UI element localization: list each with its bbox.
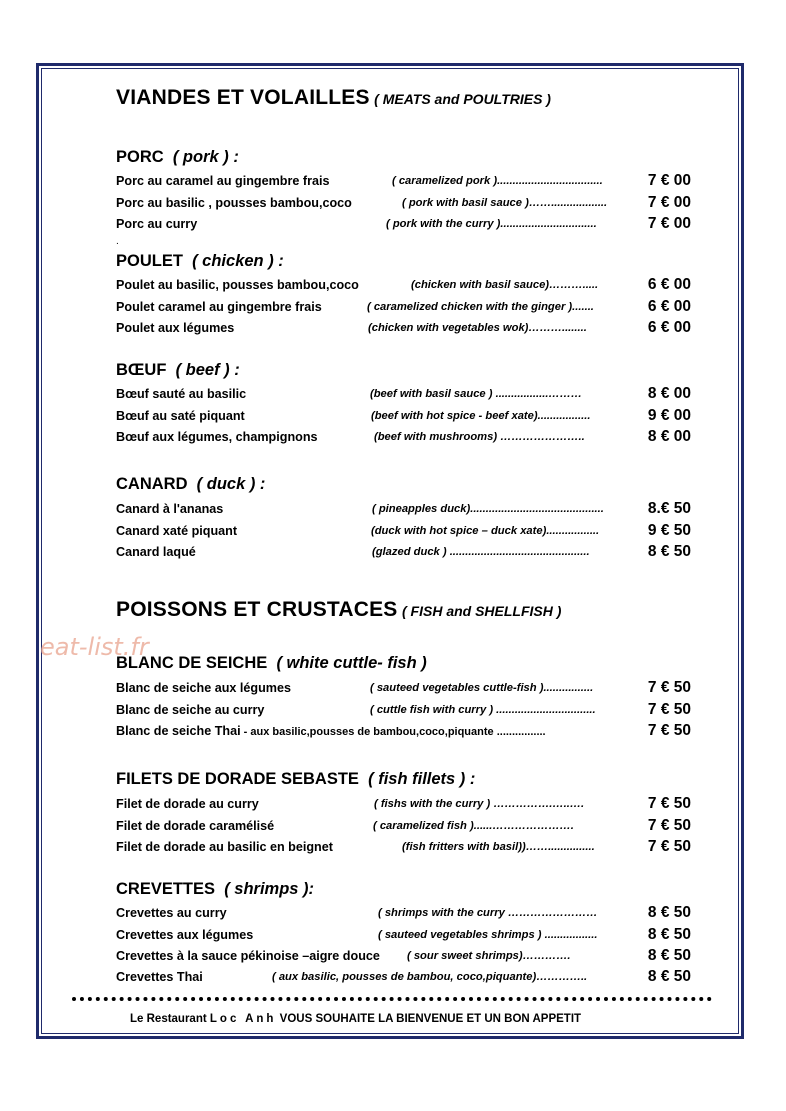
translation-text: ( sauteed vegetables cuttle-fish ) <box>370 682 544 694</box>
dish-name <box>116 928 253 942</box>
section-subtitle: ( duck ) : <box>196 475 266 493</box>
translation-text: ( cuttle fish with curry ) <box>370 704 494 716</box>
dish-name-main: Blanc de seiche Thai <box>116 724 241 738</box>
dish-price: 7 € 50 <box>647 838 691 855</box>
leader-dots: .................................. <box>497 175 603 187</box>
dish-translation <box>372 503 604 515</box>
leader-dots: ......…………………. <box>473 820 574 832</box>
dish-name-detail: - aux basilic,pousses de bambou,coco,piquante <box>240 726 494 738</box>
translation-text: (fish fritters with basil)) <box>402 841 526 853</box>
heading-subtitle: ( FISH and SHELLFISH ) <box>401 603 562 619</box>
menu-item <box>116 795 691 815</box>
dish-translation <box>402 841 595 853</box>
menu-item <box>116 838 691 858</box>
dish-name <box>116 906 227 920</box>
dish-price: 8 € 00 <box>647 428 691 445</box>
dish-translation <box>371 410 590 422</box>
dish-translation <box>386 218 597 230</box>
leader-dots: ………..... <box>549 279 599 291</box>
dish-translation <box>378 907 597 919</box>
section-title: CREVETTES <box>116 880 216 898</box>
translation-text: (beef with basil sauce ) <box>370 388 493 400</box>
dish-translation <box>392 175 603 187</box>
menu-item <box>116 172 691 192</box>
leader-dots: ........................................... <box>470 503 604 515</box>
dish-name-main: Blanc de seiche aux légumes <box>116 681 291 695</box>
section-title: CANARD <box>116 475 188 493</box>
stray-dot: . <box>116 236 119 247</box>
dish-name-main: Blanc de seiche au curry <box>116 703 265 717</box>
dish-name <box>116 797 259 811</box>
section-subtitle: ( beef ) : <box>175 361 240 379</box>
dish-name-main: Bœuf aux légumes, champignons <box>116 430 318 444</box>
dish-price: 9 € 50 <box>647 522 691 539</box>
leader-dots: ………….. <box>536 971 588 983</box>
dish-name <box>116 217 197 231</box>
dish-name-main: Crevettes au curry <box>116 906 227 920</box>
leader-dots: …………….…..…. <box>490 798 585 810</box>
translation-text: ( fishs with the curry ) <box>374 798 491 810</box>
section-header-seiche <box>116 654 427 673</box>
dish-name <box>116 970 203 984</box>
dish-translation <box>374 798 584 810</box>
dish-name-main: Canard laqué <box>116 545 196 559</box>
dish-name <box>116 681 291 695</box>
dish-price: 8.€ 50 <box>647 500 691 517</box>
dish-name-main: Filet de dorade au curry <box>116 797 259 811</box>
dish-name-main: Poulet au basilic, pousses bambou,coco <box>116 278 359 292</box>
footer-message <box>130 1013 581 1025</box>
menu-item <box>116 407 691 427</box>
dish-name <box>116 545 196 559</box>
section-header-crevettes <box>116 880 314 899</box>
dish-translation <box>371 525 599 537</box>
dish-name-main: Filet de dorade caramélisé <box>116 819 275 833</box>
section-subtitle: ( fish fillets ) : <box>368 770 476 788</box>
dish-price: 7 € 50 <box>647 701 691 718</box>
footer-prefix: Le Restaurant <box>130 1013 207 1025</box>
section-heading-meats <box>116 86 551 110</box>
dish-name <box>116 387 246 401</box>
leader-dots: ............................................. <box>446 546 590 558</box>
translation-text: ( caramelized chicken with the ginger ) <box>367 301 573 313</box>
dish-name <box>116 724 546 738</box>
translation-text: (chicken with vegetables wok) <box>368 322 529 334</box>
dish-name <box>116 502 223 516</box>
dish-name-detail: , pousses bambou,coco <box>204 196 352 210</box>
translation-text: (duck with hot spice – duck xate) <box>371 525 547 537</box>
watermark: eat-list.fr <box>40 633 149 661</box>
section-header-boeuf <box>116 361 240 380</box>
leader-dots: ................. <box>541 929 598 941</box>
dish-name-main: Canard xaté piquant <box>116 524 238 538</box>
translation-text: ( caramelized fish ) <box>373 820 474 832</box>
leader-dots: .................……… <box>492 388 582 400</box>
dish-translation <box>373 820 574 832</box>
dish-translation <box>370 388 582 400</box>
dish-name <box>116 703 264 717</box>
leader-dots: ……............... <box>525 841 595 853</box>
dish-name <box>116 840 333 854</box>
menu-item <box>116 679 691 699</box>
section-header-porc <box>116 148 239 167</box>
dish-name-detail: au gingembre frais <box>205 300 322 314</box>
leader-dots: ....... <box>572 301 594 313</box>
translation-text: ( sour sweet shrimps) <box>407 950 523 962</box>
dish-name <box>116 819 274 833</box>
heading-subtitle: ( MEATS and POULTRIES ) <box>374 91 551 107</box>
leader-dots: ………………….. <box>497 431 585 443</box>
dish-price: 6 € 00 <box>647 276 691 293</box>
dish-price: 7 € 50 <box>647 795 691 812</box>
dish-name <box>116 300 322 314</box>
menu-item <box>116 319 691 339</box>
dish-name <box>116 949 380 963</box>
dish-price: 7 € 00 <box>647 194 691 211</box>
dish-name-main: Crevettes Thai <box>116 970 203 984</box>
dish-price: 7 € 50 <box>647 679 691 696</box>
dish-price: 7 € 50 <box>647 722 691 739</box>
leader-dots: ............................... <box>500 218 597 230</box>
dish-translation <box>402 197 607 209</box>
menu-item <box>116 722 691 742</box>
dish-name <box>116 196 352 210</box>
dish-name-main: Poulet aux légumes <box>116 321 235 335</box>
leader-dots: ................. <box>546 525 600 537</box>
dish-name-main: Porc au curry <box>116 217 198 231</box>
footer-welcome: VOUS SOUHAITE LA BIENVENUE ET UN BON APPETIT <box>279 1013 582 1025</box>
translation-text: ( aux basilic, pousses de bambou, coco,piquante) <box>272 971 537 983</box>
dish-translation <box>370 682 593 694</box>
menu-item <box>116 701 691 721</box>
translation-text: ( sauteed vegetables shrimps ) <box>378 929 542 941</box>
dish-name-main: Bœuf au saté piquant <box>116 409 245 423</box>
dish-translation <box>272 971 587 983</box>
dish-name <box>116 524 237 538</box>
leader-dots: …………. <box>522 950 571 962</box>
leader-dots: ................................ <box>493 704 596 716</box>
dish-price: 8 € 50 <box>647 904 691 921</box>
menu-item <box>116 968 691 988</box>
translation-text: (glazed duck ) <box>372 546 447 558</box>
leader-dots: ………........ <box>528 322 587 334</box>
restaurant-name: Loc Anh <box>209 1013 277 1025</box>
leader-dots: …….................. <box>528 197 608 209</box>
dish-translation <box>378 929 597 941</box>
menu-item <box>116 298 691 318</box>
translation-text: ( pineapples duck) <box>372 503 471 515</box>
dish-name-main: Crevettes à la sauce pékinoise –aigre douce <box>116 949 380 963</box>
section-heading-fish <box>116 598 561 622</box>
heading-title: VIANDES ET VOLAILLES <box>116 86 370 109</box>
dish-price: 8 € 50 <box>647 926 691 943</box>
translation-text: ( pork with the curry ) <box>386 218 501 230</box>
dish-name <box>116 278 359 292</box>
dish-name-main: Porc au basilic <box>116 196 205 210</box>
menu-item <box>116 904 691 924</box>
menu-item <box>116 500 691 520</box>
leader-dots: ................ <box>543 682 594 694</box>
menu-item <box>116 543 691 563</box>
section-header-canard <box>116 475 265 494</box>
dish-price: 8 € 50 <box>647 543 691 560</box>
dish-price: 8 € 00 <box>647 385 691 402</box>
dish-translation <box>370 704 596 716</box>
dish-name-main: Porc au caramel <box>116 174 214 188</box>
menu-item <box>116 215 691 235</box>
section-header-poulet <box>116 252 284 271</box>
dish-price: 6 € 00 <box>647 298 691 315</box>
menu-item <box>116 947 691 967</box>
section-header-dorade <box>116 770 475 789</box>
translation-text: ( shrimps with the curry <box>378 907 505 919</box>
dish-price: 6 € 00 <box>647 319 691 336</box>
dish-translation <box>367 301 594 313</box>
dish-name-main: Crevettes aux légumes <box>116 928 254 942</box>
dish-name <box>116 174 330 188</box>
dish-translation <box>411 279 598 291</box>
translation-text: (chicken with basil sauce) <box>411 279 550 291</box>
dish-name-main: Poulet caramel <box>116 300 206 314</box>
translation-text: (beef with mushrooms) <box>374 431 498 443</box>
dish-name <box>116 321 234 335</box>
leader-dots: …………………… <box>504 907 598 919</box>
dish-price: 7 € 50 <box>647 817 691 834</box>
dish-translation <box>374 431 585 443</box>
section-subtitle: ( shrimps ): <box>224 880 315 898</box>
dish-name-main: Filet de dorade au basilic <box>116 840 267 854</box>
section-title: FILETS DE DORADE SEBASTE <box>116 770 359 788</box>
menu-item <box>116 385 691 405</box>
dish-name <box>116 430 318 444</box>
menu-item <box>116 522 691 542</box>
dish-price: 8 € 50 <box>647 968 691 985</box>
heading-title: POISSONS ET CRUSTACES <box>116 598 398 621</box>
menu-item <box>116 817 691 837</box>
dish-translation <box>372 546 590 558</box>
dish-price: 7 € 00 <box>647 172 691 189</box>
dish-name <box>116 409 245 423</box>
dish-name-detail: en beignet <box>266 840 333 854</box>
section-title: POULET <box>116 252 183 270</box>
dish-name-main: Canard à l'ananas <box>116 502 224 516</box>
section-title: BLANC DE SEICHE <box>116 654 268 672</box>
menu-item <box>116 276 691 296</box>
dish-translation <box>407 950 571 962</box>
dish-price: 9 € 00 <box>647 407 691 424</box>
section-subtitle: ( chicken ) : <box>192 252 284 270</box>
section-subtitle: ( pork ) : <box>172 148 239 166</box>
translation-text: (beef with hot spice - beef xate) <box>371 410 538 422</box>
dish-translation <box>368 322 587 334</box>
translation-text: ( pork with basil sauce ) <box>402 197 529 209</box>
section-title: BŒUF <box>116 361 167 379</box>
section-subtitle: ( white cuttle- fish ) <box>276 654 427 672</box>
dotted-divider <box>72 997 712 1001</box>
dish-name-detail: au gingembre frais <box>213 174 330 188</box>
dish-price: 7 € 00 <box>647 215 691 232</box>
translation-text: ( caramelized pork ) <box>392 175 498 187</box>
leader-dots: ................ <box>493 726 546 738</box>
dish-price: 8 € 50 <box>647 947 691 964</box>
leader-dots: ................. <box>537 410 591 422</box>
menu-item <box>116 428 691 448</box>
dish-name-main: Bœuf sauté au basilic <box>116 387 247 401</box>
section-title: PORC <box>116 148 164 166</box>
menu-item <box>116 194 691 214</box>
menu-item <box>116 926 691 946</box>
